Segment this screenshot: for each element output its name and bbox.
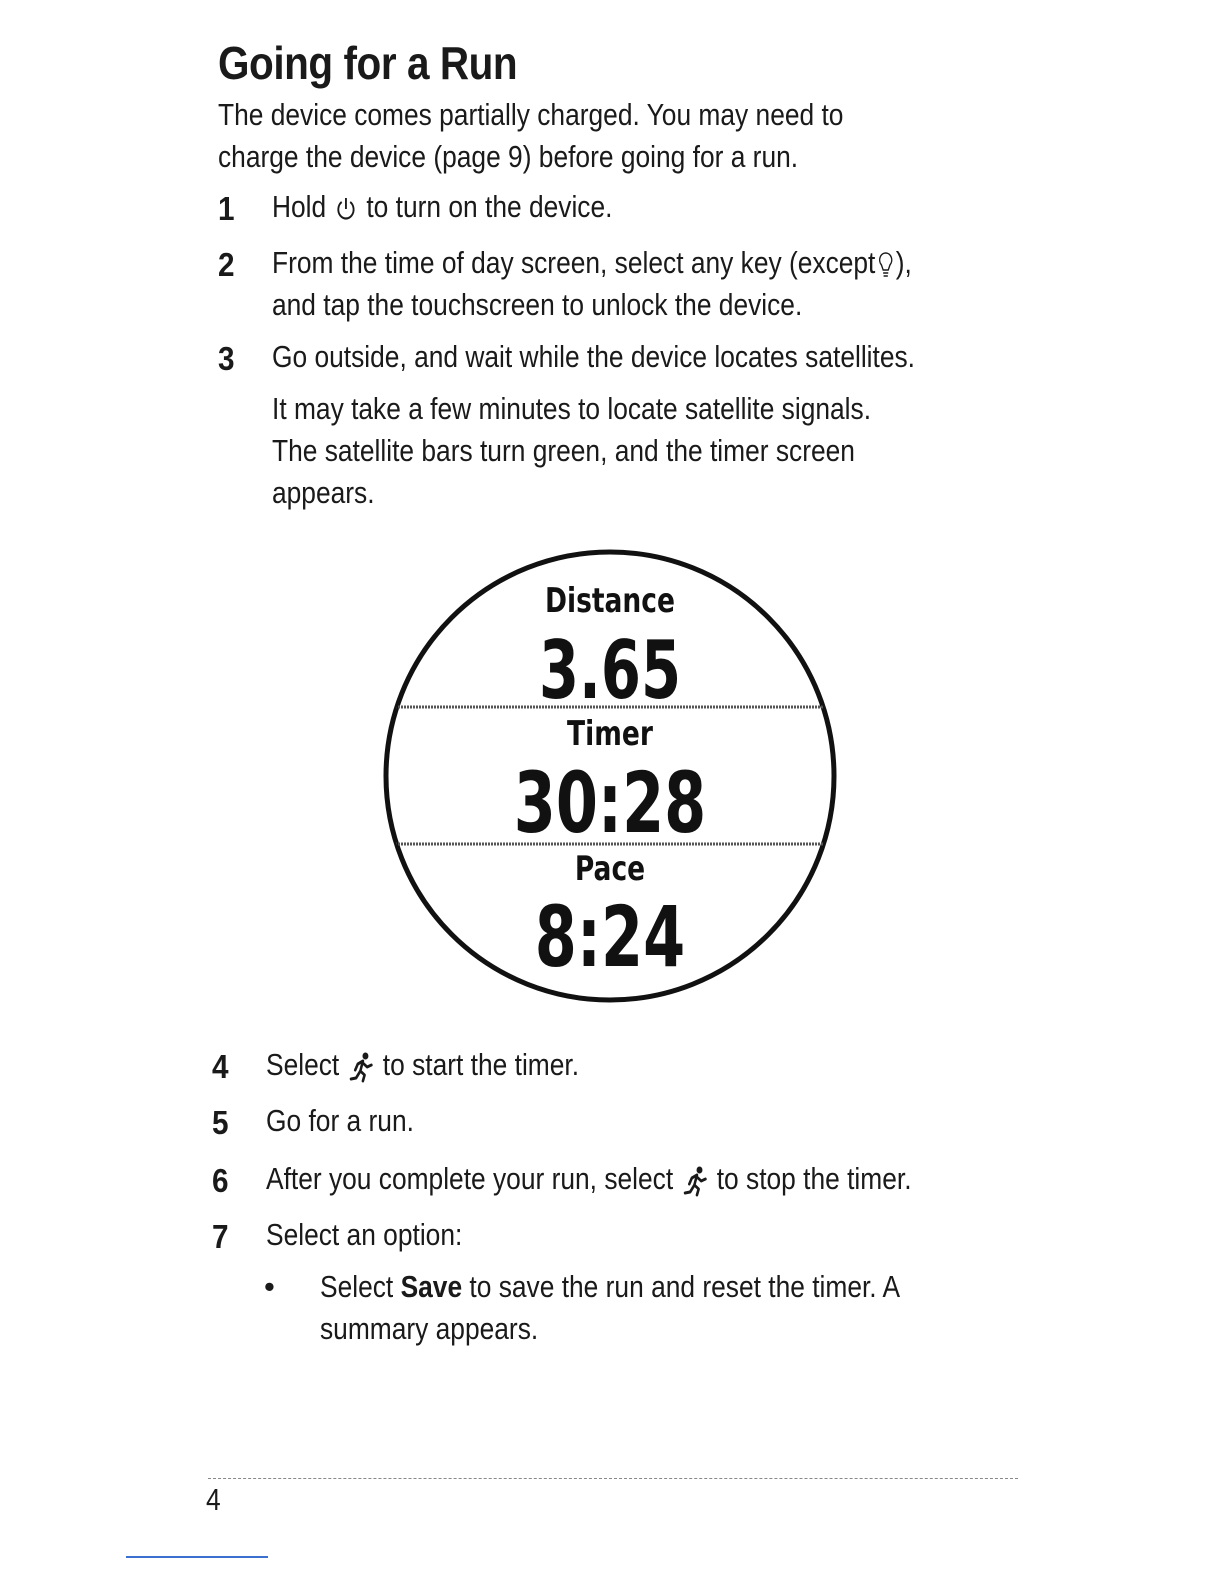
page-title: Going for a Run: [218, 37, 518, 89]
step-number: 2: [218, 246, 235, 283]
footer-underline: [126, 1556, 268, 1558]
save-term: Save: [400, 1269, 463, 1304]
step-number: 4: [212, 1048, 229, 1085]
step-line: Go outside, and wait while the device locates satellites.: [272, 339, 916, 374]
step-line: [266, 1158, 912, 1200]
step-text-before: Hold: [272, 189, 327, 224]
step-text: [272, 186, 612, 228]
intro-paragraph: [218, 94, 983, 178]
bullet-dot: •: [264, 1269, 275, 1304]
footer-rule: [208, 1478, 1018, 1479]
step-text-before: From the time of day screen, select any key (except: [272, 245, 876, 280]
step-line: The satellite bars turn green, and the timer screen: [272, 433, 855, 468]
timer-value: 30:28: [513, 755, 707, 853]
watch-screen-illustration: [380, 546, 840, 1006]
step-number: 3: [218, 340, 235, 377]
step-number: 6: [212, 1162, 229, 1199]
step-text-after: to start the timer.: [382, 1047, 580, 1082]
step-line: [272, 186, 612, 228]
step-text: [266, 1158, 912, 1200]
step-number: 5: [212, 1104, 229, 1141]
pace-label: Pace: [574, 849, 646, 889]
step-line: [272, 242, 912, 284]
step-line: [266, 1044, 579, 1086]
distance-value: 3.65: [538, 624, 682, 718]
step-line: and tap the touchscreen to unlock the device.: [272, 287, 803, 322]
step-text-after: to stop the timer.: [716, 1161, 912, 1196]
step-number: 1: [218, 190, 235, 227]
step-text: [272, 242, 912, 326]
step-number: 7: [212, 1218, 229, 1255]
intro-line: The device comes partially charged. You may need to: [218, 97, 844, 132]
step-text-after: ),: [895, 245, 912, 280]
light-icon: [877, 249, 894, 281]
step-line: It may take a few minutes to locate satellite signals.: [272, 391, 872, 426]
bullet-text-after: to save the run and reset the timer. A: [462, 1269, 901, 1304]
power-icon: [335, 194, 357, 224]
page-number: 4: [206, 1482, 221, 1517]
step-text: [266, 1100, 414, 1142]
timer-label: Timer: [567, 714, 653, 754]
step-text-after: to turn on the device.: [366, 189, 613, 224]
step-text-before: Select: [266, 1047, 340, 1082]
step-line: Go for a run.: [266, 1103, 414, 1138]
pace-value: 8:24: [534, 889, 686, 987]
step-line: appears.: [272, 475, 375, 510]
distance-label: Distance: [544, 581, 676, 621]
step-text: [272, 336, 915, 514]
bullet-line: summary appears.: [320, 1311, 539, 1346]
intro-line: charge the device (page 9) before going for a run.: [218, 139, 799, 174]
step-line: Select an option:: [266, 1217, 463, 1252]
step-text: [266, 1044, 579, 1086]
run-icon: [682, 1165, 708, 1197]
bullet-text-before: Select: [320, 1269, 401, 1304]
step-text-before: After you complete your run, select: [266, 1161, 674, 1196]
step-text: [266, 1214, 462, 1256]
bullet-line: [320, 1266, 900, 1308]
bullet-text: [320, 1266, 900, 1350]
run-icon: [348, 1051, 374, 1083]
